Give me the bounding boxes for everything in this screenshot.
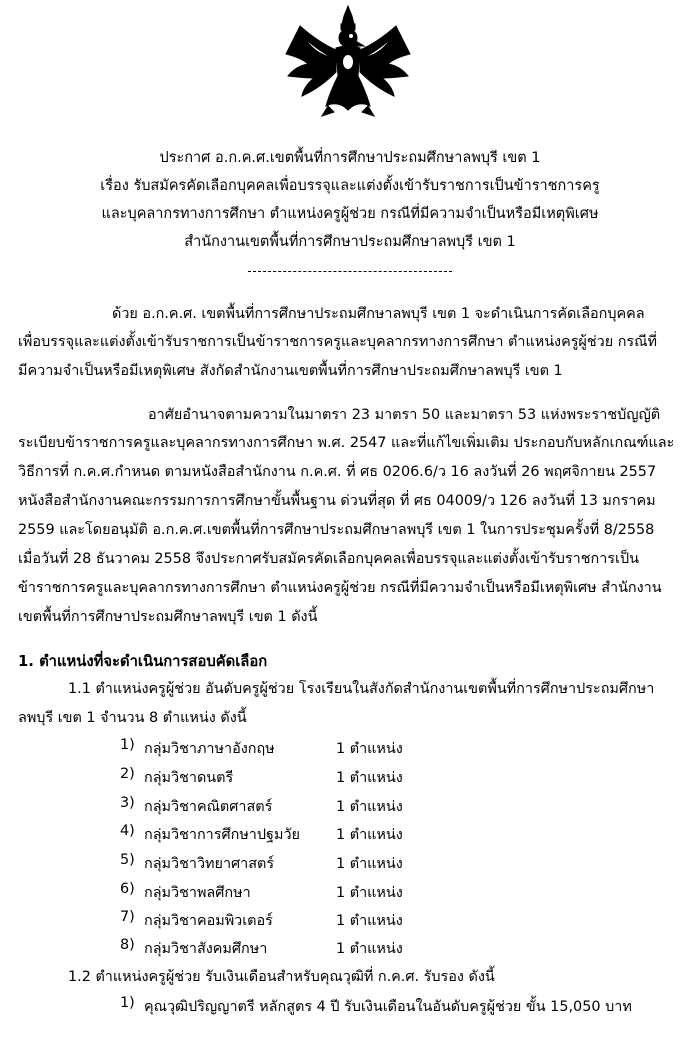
garuda-emblem (278, 2, 418, 120)
authority-line-2: ระเบียบข้าราชการครูและบุคลากรทางการศึกษา พ.ศ. 2547 และที่แก้ไขเพิ่มเติม ประกอบกับหลักเกณฑ์และ (18, 435, 675, 451)
list-item-number: 8) (120, 937, 135, 953)
list-item-number: 5) (120, 852, 135, 868)
list-item-count: 1 ตำแหน่ง (336, 827, 403, 843)
list-item-subject: กลุ่มวิชาพลศึกษา (144, 885, 251, 901)
announcement-subject-cont: และบุคลากรทางการศึกษา ตำแหน่งครูผู้ช่วย กรณีที่มีความจำเป็นหรือมีเหตุพิเศษ (101, 206, 599, 222)
announcement-subject: เรื่อง รับสมัครคัดเลือกบุคคลเพื่อบรรจุและแต่งตั้งเข้ารับราชการเป็นข้าราชการครู (100, 178, 600, 194)
salary-item-number: 1) (120, 995, 135, 1011)
list-item-count: 1 ตำแหน่ง (336, 799, 403, 815)
list-item-subject: กลุ่มวิชาดนตรี (144, 770, 234, 786)
list-item-subject: กลุ่มวิชาวิทยาศาสตร์ (144, 856, 275, 872)
subsection-1-1-line-1: 1.1 ตำแหน่งครูผู้ช่วย อันดับครูผู้ช่วย โรงเรียนในสังกัดสำนักงานเขตพื้นที่การศึกษาประถมศึกษา (68, 681, 655, 697)
header-divider (248, 271, 452, 272)
intro-line-3: มีความจำเป็นหรือมีเหตุพิเศษ สังกัดสำนักงานเขตพื้นที่การศึกษาประถมศึกษาลพบุรี เขต 1 (18, 363, 563, 379)
salary-item-text: คุณวุฒิปริญญาตรี หลักสูตร 4 ปี รับเงินเดือนในอันดับครูผู้ช่วย ขั้น 15,050 บาท (144, 999, 632, 1015)
authority-line-4: หนังสือสำนักงานคณะกรรมการการศึกษาขั้นพื้นฐาน ด่วนที่สุด ที่ ศธ 04009/ว 126 ลงวันที่ 13 มกราคม (18, 493, 656, 509)
list-item-subject: กลุ่มวิชาคอมพิวเตอร์ (144, 913, 273, 929)
section-1-heading: 1. ตำแหน่งที่จะดำเนินการสอบคัดเลือก (18, 653, 268, 670)
list-item-count: 1 ตำแหน่ง (336, 885, 403, 901)
authority-line-6: เมื่อวันที่ 28 ธันวาคม 2558 จึงประกาศรับสมัครคัดเลือกบุคคลเพื่อบรรจุและแต่งตั้งเข้ารับราชการเป็น (18, 551, 639, 567)
announcement-title: ประกาศ อ.ก.ค.ศ.เขตพื้นที่การศึกษาประถมศึกษาลพบุรี เขต 1 (159, 150, 541, 166)
list-item-number: 3) (120, 795, 135, 811)
list-item-number: 6) (120, 881, 135, 897)
authority-line-3: วิธีการที่ ก.ค.ศ.กำหนด ตามหนังสือสำนักงาน ก.ค.ศ. ที่ ศธ 0206.6/ว 16 ลงวันที่ 26 พฤศจิกายน 2557 (18, 464, 657, 480)
list-item-count: 1 ตำแหน่ง (336, 913, 403, 929)
authority-line-1: อาศัยอำนาจตามความในมาตรา 23 มาตรา 50 และมาตรา 53 แห่งพระราชบัญญัติ (148, 407, 661, 423)
list-item-number: 7) (120, 909, 135, 925)
subsection-1-1-line-2: ลพบุรี เขต 1 จำนวน 8 ตำแหน่ง ดังนี้ (18, 710, 247, 726)
authority-line-8: เขตพื้นที่การศึกษาประถมศึกษาลพบุรี เขต 1 ดังนี้ (18, 609, 318, 625)
list-item-count: 1 ตำแหน่ง (336, 941, 403, 957)
authority-line-5: 2559 และโดยอนุมัติ อ.ก.ค.ศ.เขตพื้นที่การศึกษาประถมศึกษาลพบุรี เขต 1 ในการประชุมครั้งที่ 8/2558 (18, 522, 655, 538)
intro-line-2: เพื่อบรรจุและแต่งตั้งเข้ารับราชการเป็นข้าราชการครูและบุคลากรทางการศึกษา ตำแหน่งครูผู้ช่วย กรณีที่ (18, 334, 657, 350)
list-item-subject: กลุ่มวิชาคณิตศาสตร์ (144, 799, 273, 815)
list-item-count: 1 ตำแหน่ง (336, 856, 403, 872)
list-item-number: 1) (120, 737, 135, 753)
issuing-office: สำนักงานเขตพื้นที่การศึกษาประถมศึกษาลพบุรี เขต 1 (184, 234, 516, 250)
list-item-number: 4) (120, 823, 135, 839)
list-item-subject: กลุ่มวิชาการศึกษาปฐมวัย (144, 827, 300, 843)
intro-line-1: ด้วย อ.ก.ค.ศ. เขตพื้นที่การศึกษาประถมศึกษาลพบุรี เขต 1 จะดำเนินการคัดเลือกบุคคล (112, 306, 645, 322)
list-item-subject: กลุ่มวิชาสังคมศึกษา (144, 941, 268, 957)
authority-line-7: ข้าราชการครูและบุคลากรทางการศึกษา ตำแหน่งครูผู้ช่วย กรณีที่มีความจำเป็นหรือมีเหตุพิเศษ สำนักงาน (18, 580, 662, 596)
list-item-subject: กลุ่มวิชาภาษาอังกฤษ (144, 741, 275, 757)
list-item-number: 2) (120, 766, 135, 782)
subsection-1-2: 1.2 ตำแหน่งครูผู้ช่วย รับเงินเดือนสำหรับคุณวุฒิที่ ก.ค.ศ. รับรอง ดังนี้ (68, 969, 495, 985)
list-item-count: 1 ตำแหน่ง (336, 770, 403, 786)
list-item-count: 1 ตำแหน่ง (336, 741, 403, 757)
